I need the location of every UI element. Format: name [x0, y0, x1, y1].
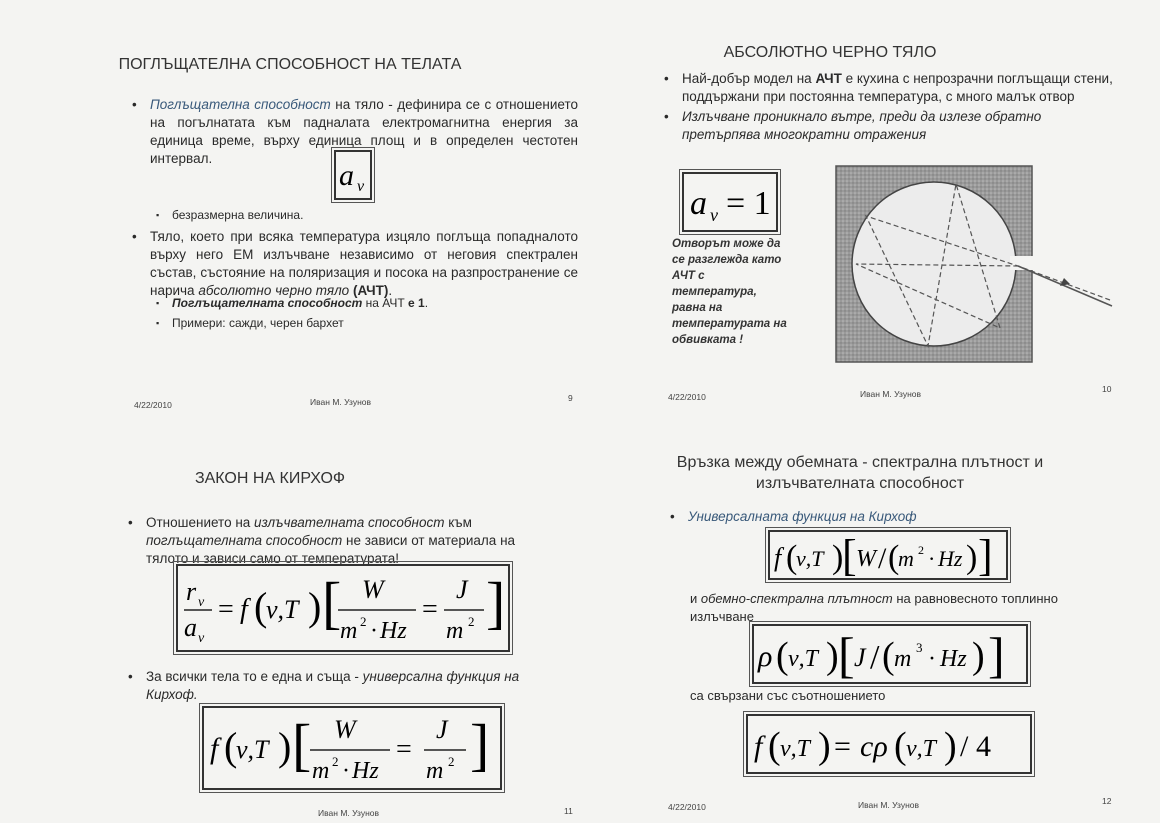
- svg-text:3: 3: [916, 640, 923, 655]
- svg-text:]: ]: [978, 532, 993, 578]
- term: Поглъщателната способност: [172, 296, 363, 310]
- term: поглъщателната способност: [146, 533, 343, 548]
- svg-text:J: J: [436, 715, 448, 744]
- title-line-1: Връзка между обемната - спектрална плътност и: [676, 454, 1044, 471]
- value: е 1: [408, 296, 425, 310]
- formula-a-nu-equals-1: [682, 172, 778, 232]
- slide-number: 12: [1102, 796, 1112, 806]
- formula-kirchhoff-ratio: [176, 564, 510, 652]
- slide-title: ЗАКОН НА КИРХОФ: [194, 470, 346, 487]
- term: Универсалната функция на Кирхоф: [688, 509, 917, 524]
- bullet-blackbody-def: [130, 228, 578, 300]
- svg-text:]: ]: [470, 712, 490, 777]
- svg-text:(: (: [768, 725, 781, 767]
- svg-text:(: (: [894, 725, 907, 767]
- formula-a-nu: [334, 150, 372, 200]
- slide-number: 9: [568, 393, 573, 403]
- svg-text:(: (: [776, 635, 789, 677]
- text: на равновесното топлинно излъчване: [690, 591, 1058, 624]
- svg-text:): ): [966, 539, 978, 576]
- text: За всички тела то е една и съща -: [146, 669, 363, 684]
- svg-text:Hz: Hz: [352, 758, 379, 784]
- cavity-diagram: [830, 160, 1120, 370]
- svg-text:r: r: [186, 577, 197, 606]
- svg-text:ν,T: ν,T: [796, 546, 824, 571]
- bullet-list: [662, 70, 1122, 144]
- bullet-reflections: [662, 108, 1122, 144]
- svg-text:m: m: [312, 758, 330, 784]
- svg-text:]: ]: [988, 627, 1005, 682]
- svg-text:·: ·: [370, 618, 378, 644]
- slide-date: 4/22/2010: [134, 400, 172, 410]
- slide-author: Иван М. Узунов: [858, 800, 920, 810]
- sub-bullet-dimensionless: ▪ безразмерна величина.: [130, 206, 303, 224]
- svg-text:Hz: Hz: [380, 618, 407, 644]
- text: към: [444, 515, 472, 530]
- svg-text:[: [: [322, 570, 342, 635]
- slide-author: Иван М. Узунов: [860, 389, 922, 399]
- svg-text:Hz: Hz: [938, 546, 963, 571]
- slide-title: АБСОЛЮТНО ЧЕРНО ТЯЛО: [723, 44, 937, 61]
- term: абсолютно черно тяло: [198, 283, 350, 298]
- svg-text:m: m: [894, 646, 912, 672]
- text-related-by: са свързани със съотношението: [690, 688, 886, 703]
- svg-text:ν,T: ν,T: [788, 646, 818, 672]
- svg-text:ν,T: ν,T: [906, 736, 936, 762]
- slide-10: [590, 10, 1150, 410]
- svg-text:·: ·: [928, 646, 936, 672]
- bullet-text: на тяло - дефинира се с отношението на погълнатата към падналата електромагнитна енергия за единица време, върху единица площ и в определен честотен интервал.: [150, 97, 578, 166]
- slide-author: Иван М. Узунов: [318, 808, 380, 818]
- svg-text:): ): [818, 725, 831, 767]
- svg-text:[: [: [842, 532, 857, 578]
- bullet-universal-function: [126, 668, 546, 704]
- svg-text:=: =: [834, 730, 851, 763]
- aperture-caption: Отворът може да се разглежда като АЧТ с температура, равна на температурата на обвивката !: [672, 238, 787, 346]
- svg-text:m: m: [446, 618, 464, 644]
- svg-text:/: /: [960, 730, 969, 763]
- slide-date: 4/22/2010: [668, 392, 706, 402]
- svg-text:2: 2: [468, 614, 475, 629]
- bullet-list: [668, 508, 1108, 526]
- svg-text:f: f: [240, 594, 248, 625]
- text-volume-density: [690, 590, 1110, 626]
- slide-11: [10, 418, 573, 818]
- svg-text:=: =: [218, 594, 234, 625]
- text: Излъчване проникнало вътре, преди да излезе обратно претърпява многократни отражения: [682, 109, 1042, 142]
- svg-text:(: (: [254, 584, 268, 629]
- bullet-list-2: [130, 228, 578, 300]
- term: Поглъщателна способност: [150, 97, 331, 112]
- svg-text:): ): [832, 539, 844, 576]
- slide-number: 10: [1102, 384, 1112, 394]
- formula-symbol: a: [690, 185, 707, 222]
- svg-text:Hz: Hz: [940, 646, 967, 672]
- svg-text:(: (: [224, 724, 238, 769]
- text-end: .: [424, 296, 429, 310]
- svg-text:[: [: [292, 712, 312, 777]
- svg-text:): ): [972, 635, 985, 677]
- svg-text:/: /: [870, 639, 880, 676]
- svg-text:): ): [278, 724, 292, 769]
- slide-9: [10, 10, 578, 410]
- cavity-interior: [852, 182, 1016, 346]
- svg-text:): ): [308, 584, 322, 629]
- formula-subscript: ν: [357, 178, 365, 195]
- bullet-kirchhoff-law: [126, 514, 546, 568]
- svg-text:2: 2: [448, 754, 455, 769]
- formula-rho-units: [752, 624, 1028, 684]
- svg-text:): ): [826, 635, 839, 677]
- svg-text:m: m: [340, 618, 358, 644]
- svg-text:cρ: cρ: [860, 730, 888, 763]
- svg-text:ν: ν: [198, 595, 205, 610]
- term: универсална функция на Кирхоф.: [146, 669, 520, 702]
- svg-text:m: m: [898, 546, 914, 571]
- text: Отношението на: [146, 515, 255, 530]
- svg-text:[: [: [838, 627, 855, 682]
- bullet-cavity-model: [662, 70, 1122, 106]
- svg-text:2: 2: [332, 754, 339, 769]
- svg-text:ν: ν: [198, 631, 205, 646]
- svg-text:=: =: [396, 734, 412, 765]
- text: Тяло, което при всяка температура изцяло поглъща попадналото върху него ЕМ излъчване независимо от неговия спектрален състав, състояние на поляризация и посока на разпространение се нарича: [150, 229, 578, 298]
- formula-symbol: a: [339, 159, 354, 192]
- formula-rhs: = 1: [726, 185, 771, 222]
- formula-f-units: [768, 530, 1008, 580]
- svg-text:W: W: [856, 546, 876, 572]
- bullet-list-2: [126, 668, 546, 704]
- svg-text:2: 2: [918, 543, 924, 557]
- formula-kirchhoff-function: [202, 706, 502, 790]
- sub-bullet-examples: ▪ Примери: сажди, черен бархет: [130, 314, 344, 332]
- abbr: АЧТ: [815, 71, 842, 86]
- bullet-kirchhoff-universal: [668, 508, 1108, 526]
- svg-text:f: f: [754, 730, 763, 763]
- svg-text:=: =: [422, 594, 438, 625]
- svg-text:a: a: [184, 613, 197, 642]
- svg-text:f: f: [774, 543, 782, 572]
- slide-10b-12: [590, 418, 1150, 818]
- svg-text:m: m: [426, 758, 444, 784]
- bullet-list: [126, 514, 546, 568]
- slide-number: 11: [564, 806, 573, 816]
- svg-text:(: (: [888, 539, 900, 576]
- svg-text:·: ·: [342, 758, 350, 784]
- svg-text:2: 2: [360, 614, 367, 629]
- formula-subscript: ν: [710, 205, 718, 225]
- title-line-2: излъчвателната способност: [755, 475, 965, 492]
- slide-author: Иван М. Узунов: [310, 397, 372, 407]
- text: и: [690, 591, 701, 606]
- text: на АЧТ: [362, 296, 408, 310]
- formula-f-equals-c-rho: [746, 714, 1032, 774]
- sub-bullet-absorptivity: [130, 294, 428, 312]
- svg-text:(: (: [786, 539, 798, 576]
- slide-title: ПОГЛЪЩАТЕЛНА СПОСОБНОСТ НА ТЕЛАТА: [118, 56, 462, 73]
- text: Най-добър модел на: [682, 71, 816, 86]
- svg-text:4: 4: [976, 730, 991, 763]
- svg-text:]: ]: [486, 570, 506, 635]
- svg-text:·: ·: [928, 546, 936, 571]
- text: е кухина с непрозрачни поглъщащи стени, поддържани при постоянна температура, с много малък отвор: [682, 71, 1113, 104]
- svg-text:J: J: [456, 575, 468, 604]
- aperture: [1010, 256, 1040, 270]
- term: обемно-спектрална плътност: [700, 591, 893, 606]
- svg-text:W: W: [362, 575, 384, 604]
- text: не зависи от материала на тялото и зависи само от температурата!: [146, 533, 516, 566]
- svg-text:/: /: [878, 542, 887, 575]
- svg-text:W: W: [334, 715, 356, 744]
- abbr: (АЧТ): [349, 283, 389, 298]
- svg-text:(: (: [882, 635, 895, 677]
- svg-text:ρ: ρ: [758, 640, 773, 673]
- term: излъчвателната способност: [254, 515, 445, 530]
- svg-text:): ): [944, 725, 957, 767]
- svg-text:ν,T: ν,T: [236, 735, 269, 764]
- text-end: .: [388, 283, 393, 298]
- svg-text:f: f: [210, 732, 219, 765]
- svg-text:ν,T: ν,T: [266, 595, 299, 624]
- slide-date: 4/22/2010: [668, 802, 706, 812]
- slide-title: [580, 452, 1140, 494]
- svg-text:ν,T: ν,T: [780, 736, 810, 762]
- svg-text:J: J: [854, 643, 866, 672]
